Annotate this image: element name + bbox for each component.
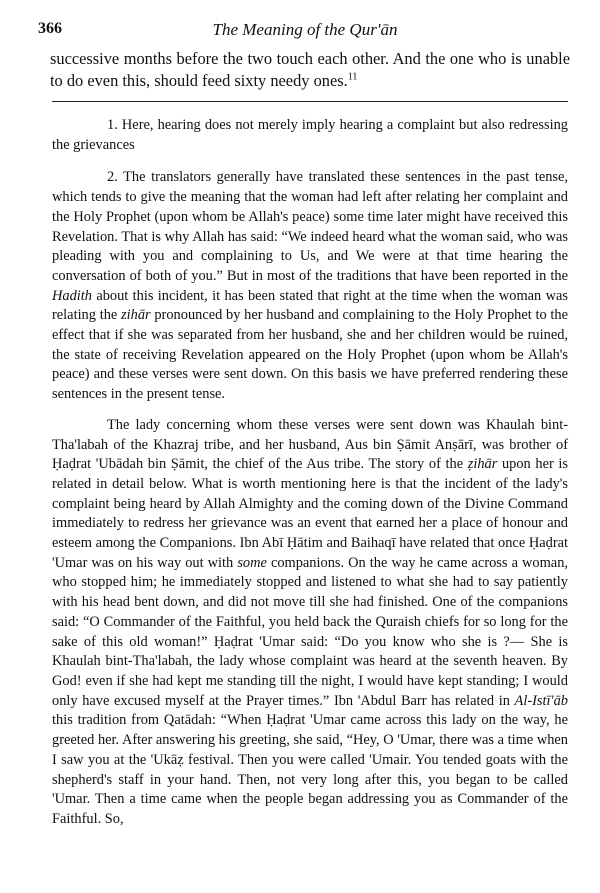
footnote-2-text-a: 2. The translators generally have translated these sentences in the past tense, which tends to give the meaning that the woman had left after relating her complaint and the Holy Prophet (upon whom be Allah's peace) some time later might have received this Revelation. That is why Allah has said: “We indeed heard what the woman said, who was pleading with you and complaining to Us, and We were at that time hearing the conversation of both of you.” But in most of the traditions that have been reported in the bbox=[52, 169, 568, 284]
footnote-3 bbox=[52, 416, 568, 830]
footnote-2-text-c: pronounced by her husband and complaining to the Holy Prophet to the effect that if she was separated from her husband, she and her children would be ruined, the state of receiving Revelation appeared on the Holy Prophet (upon whom be Allah's peace) and these verses were sent down. On this basis we have preferred rendering these sentences in the present tense. bbox=[52, 307, 569, 403]
footnote-3-text-c: companions. On the way he came across a woman, who stopped him; he immediately stopped and listened to what she had to say patiently with his head bent down, and did not move till she had finished. One of the companions said: “O Commander of the Faithful, you held back the Quraish chiefs for so long for the sake of this old woman!” Ḥaḍrat 'Umar said: “Do you know who she is ?— She is Khaulah bint-Tha'labah, the lady whose complaint was heard at the seventh heaven. By God! even if she had kept me standing till the night, I would have kept standing; I would only have excused myself at the Prayer times.” Ibn 'Abdul Barr has related in bbox=[52, 554, 568, 709]
main-paragraph: successive months before the two touch each other. And the one who is unable to do even this, should feed sixty needy ones. bbox=[50, 49, 570, 90]
footnote-2-text-b: about this incident, it has been stated that right at the time when the woman was relating the bbox=[52, 287, 568, 324]
footnote-2-italic-hadith: Hadith bbox=[52, 287, 92, 304]
footnote-3-italic-some: some bbox=[237, 554, 267, 571]
footnote-3-text-d: this tradition from Qatādah: “When Ḥaḍrat 'Umar came across this lady on the way, he greeted her. After answering his greeting, she said, “Hey, O 'Umar, there was a time when I saw you at the 'Ukāẓ festival. Then you were called 'Umair. You tended goats with the shepherd's staff in your hand. Then, not very long after this, you began to be called 'Umar. Then a time came when the people began addressing you as Commander of the Faithful. So, bbox=[52, 712, 568, 827]
footnotes bbox=[52, 116, 568, 830]
footnote-1: 1. Here, hearing does not merely imply hearing a complaint but also redressing the grievances bbox=[52, 117, 568, 153]
running-title: The Meaning of the Qur'ān bbox=[212, 20, 398, 39]
footnote-3-text-b: upon her is related in detail below. What is worth mentioning here is that the incident of the lady's complaint being heard by Allah Almighty and the coming down of the Divine Command immediately to redress her grievance was an event that earned her a place of honour and esteem among the Companions. Ibn Abī Ḥātim and Baihaqī have related that once Ḥaḍrat 'Umar was on his way out with bbox=[52, 456, 568, 571]
footnote-3-italic-zihar: ẓihār bbox=[467, 456, 498, 473]
footnote-2 bbox=[52, 168, 568, 404]
page-header bbox=[38, 20, 572, 42]
main-text bbox=[50, 48, 570, 92]
footnote-divider bbox=[52, 101, 568, 102]
footnote-2-italic-zihar: zihār bbox=[121, 307, 151, 324]
footnote-3-text-a: The lady concerning whom these verses were sent down was Khaulah bint-Tha'labah of the Khazraj tribe, and her husband, Aus bin Ṣāmit Anṣārī, was brother of Ḥaḍrat 'Ubādah bin Ṣāmit, the chief of the Aus tribe. The story of the bbox=[52, 416, 568, 473]
note-reference: 11 bbox=[347, 71, 358, 83]
footnote-3-italic-istiab: Al-Istī'āb bbox=[514, 692, 568, 709]
page-number: 366 bbox=[38, 20, 62, 37]
